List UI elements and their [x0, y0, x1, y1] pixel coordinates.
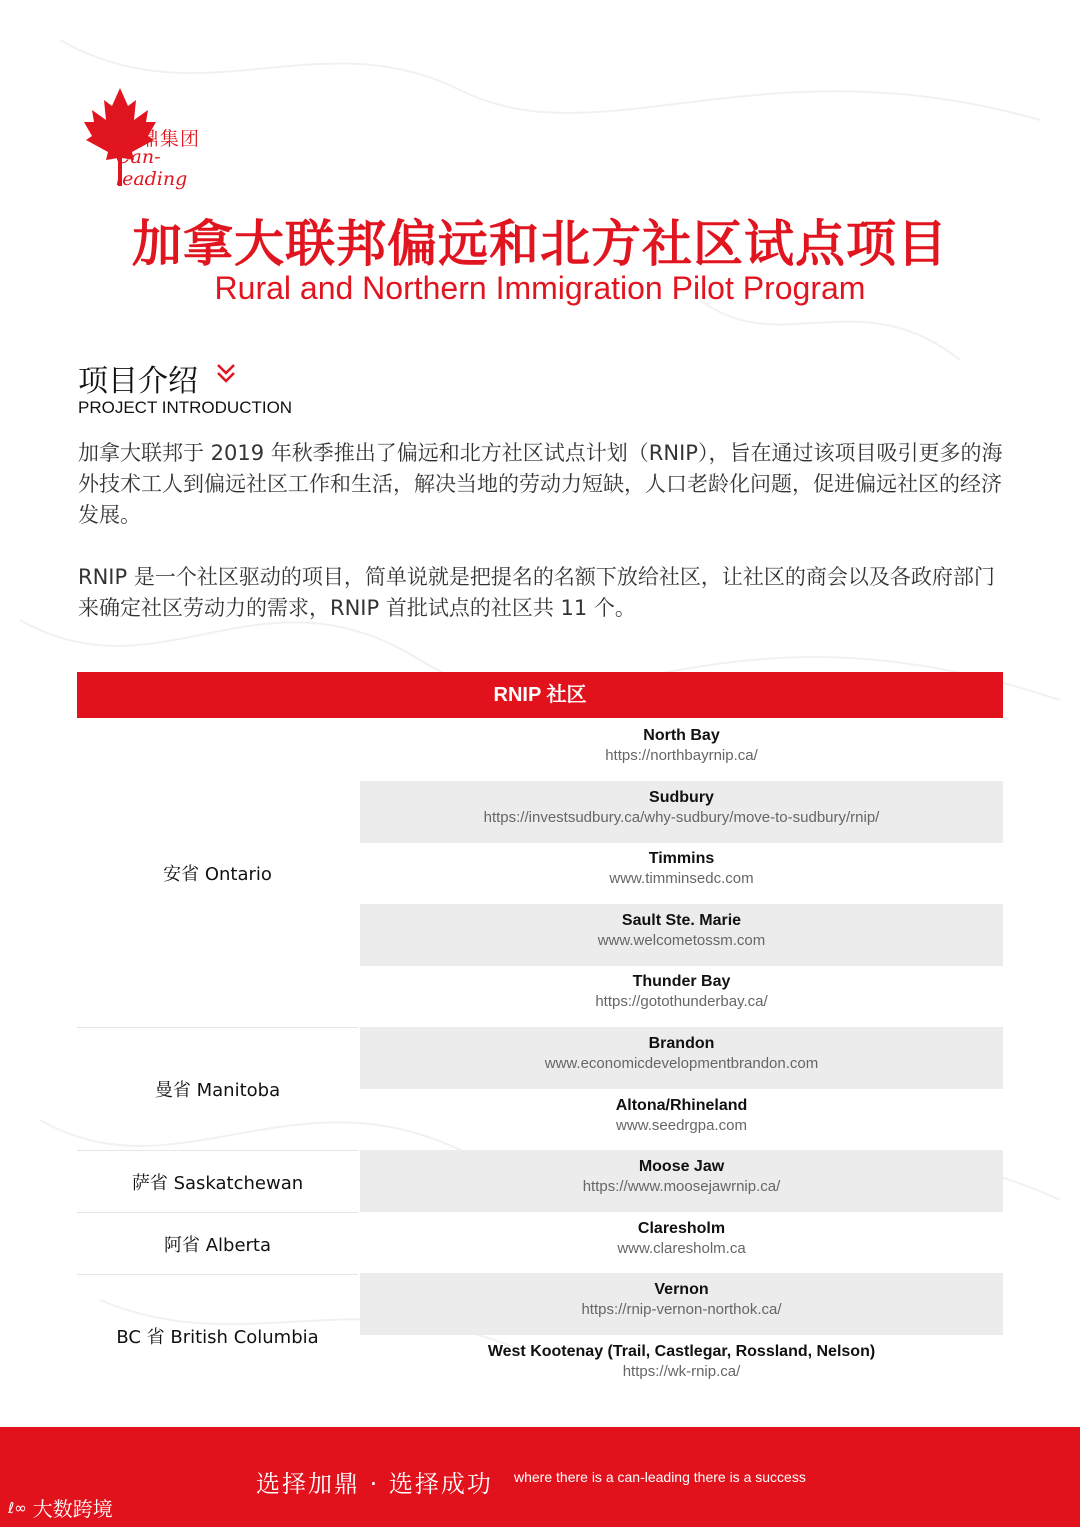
community-url[interactable]: https://gotothunderbay.ca/ — [595, 993, 768, 1010]
community-url[interactable]: https://rnip-vernon-northok.ca/ — [581, 1301, 782, 1318]
watermark — [8, 1493, 113, 1522]
table-row — [360, 1150, 1003, 1212]
footer-banner — [0, 1427, 1080, 1527]
logo-text-cn: 加鼎集团 — [120, 128, 201, 150]
community-name: Sault Ste. Marie — [621, 912, 742, 929]
table-row — [360, 1273, 1003, 1335]
watermark-logo-icon: ℓ∞ — [8, 1498, 27, 1517]
section-subtitle: PROJECT INTRODUCTION — [78, 398, 293, 417]
chevron-double-down-icon — [216, 362, 236, 386]
community-url[interactable]: www.claresholm.ca — [617, 1240, 746, 1257]
community-name: North Bay — [643, 727, 720, 744]
community-url[interactable]: www.welcometossm.com — [597, 932, 766, 949]
community-name: Timmins — [648, 850, 715, 867]
community-name: Sudbury — [649, 789, 714, 806]
community-name: Vernon — [654, 1281, 709, 1298]
community-url[interactable]: https://wk-rnip.ca/ — [622, 1363, 741, 1380]
section-title: 项目介绍 — [78, 364, 198, 399]
community-name: Moose Jaw — [638, 1158, 725, 1175]
page-title: 加拿大联邦偏远和北方社区试点项目 — [132, 215, 948, 273]
community-name: Thunder Bay — [632, 973, 731, 990]
province-ontario: 安省 Ontario — [77, 719, 358, 1028]
province-saskatchewan: 萨省 Saskatchewan — [77, 1151, 358, 1213]
table-row — [360, 719, 1003, 781]
table-row — [360, 1335, 1003, 1397]
table-row — [360, 904, 1003, 966]
province-alberta: 阿省 Alberta — [77, 1213, 358, 1275]
table-row — [360, 781, 1003, 843]
table-row — [360, 1089, 1003, 1151]
community-name: Brandon — [648, 1035, 715, 1052]
section-heading — [78, 356, 198, 400]
watermark-text: 大数跨境 — [32, 1497, 113, 1521]
intro-paragraph-2: RNIP 是一个社区驱动的项目，简单说就是把提名的名额下放给社区，让社区的商会以及各政府部门来确定社区劳动力的需求，RNIP 首批试点的社区共 11 个。 — [78, 565, 995, 620]
community-url[interactable]: https://northbayrnip.ca/ — [605, 747, 758, 764]
province-manitoba: 曼省 Manitoba — [77, 1028, 358, 1151]
community-name: West Kootenay (Trail, Castlegar, Rossland, Nelson) — [487, 1343, 876, 1360]
footer-slogan-cn: 选择加鼎 · 选择成功 — [256, 1470, 493, 1498]
community-name: Claresholm — [637, 1220, 726, 1237]
table-row — [360, 1212, 1003, 1274]
table-row — [360, 965, 1003, 1027]
community-name: Altona/Rhineland — [615, 1097, 748, 1114]
table-header: RNIP 社区 — [77, 672, 1003, 718]
logo-text-en: Can-leading — [116, 146, 188, 190]
community-url[interactable]: www.economicdevelopmentbrandon.com — [544, 1055, 819, 1072]
intro-paragraph-1: 加拿大联邦于 2019 年秋季推出了偏远和北方社区试点计划（RNIP），旨在通过该项目吸引更多的海外技术工人到偏远社区工作和生活，解决当地的劳动力短缺，人口老龄化问题，促进偏远社区的经济发展。 — [78, 441, 1003, 527]
community-url[interactable]: https://investsudbury.ca/why-sudbury/move-to-sudbury/rnip/ — [483, 809, 880, 826]
page-subtitle: Rural and Northern Immigration Pilot Program — [214, 270, 866, 306]
footer-slogan-en: where there is a can-leading there is a success — [514, 1469, 806, 1485]
table-row — [360, 1027, 1003, 1089]
community-url[interactable]: https://www.moosejawrnip.ca/ — [582, 1178, 781, 1195]
community-url[interactable]: www.seedrgpa.com — [616, 1117, 747, 1134]
community-url[interactable]: www.timminsedc.com — [609, 870, 754, 887]
table-row — [360, 842, 1003, 904]
company-logo — [76, 86, 216, 190]
province-british-columbia: BC 省 British Columbia — [116, 1327, 319, 1348]
